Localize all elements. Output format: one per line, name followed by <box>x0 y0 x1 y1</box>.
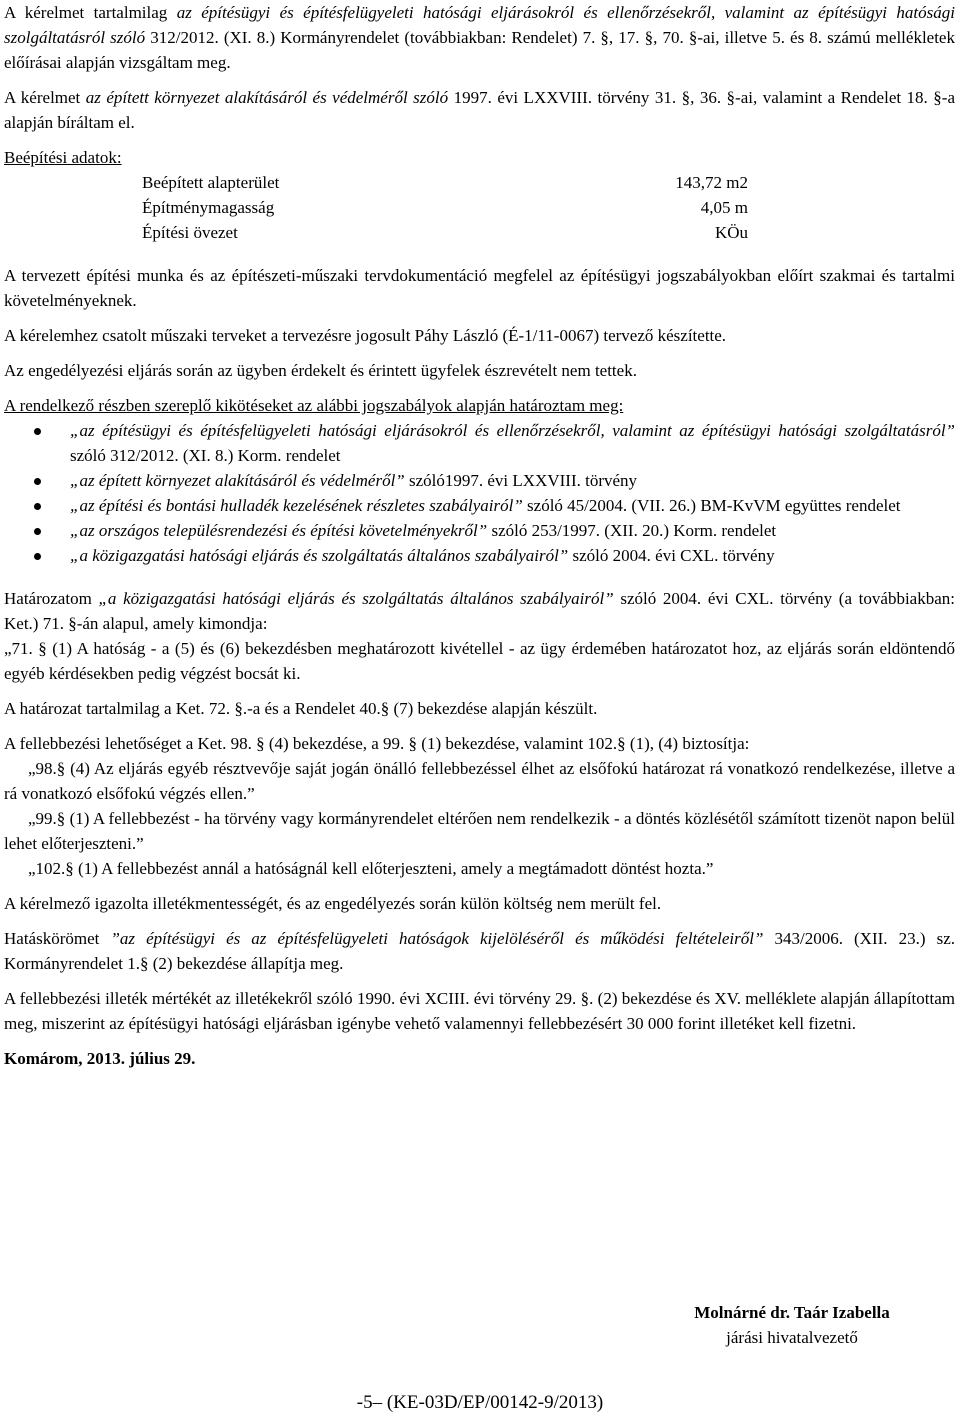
document-page <box>4 0 955 1071</box>
fee-paragraph: A fellebbezési illeték mértékét az illetékekről szóló 1990. évi XCIII. évi törvény 29. §. (2) bekezdése és XV. melléklete alapján állapítottam meg, miszerint az építésügyi hatósági eljárásban igénybe vehető valamennyi fellebbezésért 30 000 forint illetéket kell fizetni. <box>4 989 955 1033</box>
intro-paragraph-1 <box>4 0 955 75</box>
row-value: KÖu <box>714 223 748 242</box>
law-title: „az építési és bontási hulladék kezelésének részletes szabályairól” <box>70 496 523 515</box>
laws-list <box>4 418 955 568</box>
exemption-paragraph: A kérelmező igazolta illetékmentességét, és az engedélyezés során külön költség nem merült fel. <box>4 894 662 913</box>
text: 343/2006. (XII. 23.) sz. Kormányrendelet 1.§ (2) bekezdése állapítja meg. <box>4 929 955 973</box>
text: 1997. évi LXXVIII. törvény 31. §, 36. §-ai, valamint a Rendelet 18. §-a alapján bíráltam el. <box>4 88 955 132</box>
page-footer: -5– (KE-03D/EP/00142-9/2013) <box>356 1392 604 1413</box>
signatory-name: Molnárné dr. Taár Izabella <box>694 1303 890 1322</box>
parties-paragraph: Az engedélyezési eljárás során az ügyben érdekelt és érintett ügyfelek észrevételt nem tettek. <box>4 361 637 380</box>
ket-paragraph <box>4 586 955 636</box>
intro-paragraph-2 <box>4 85 955 135</box>
law-title: ”az építésügyi és az építésfelügyeleti hatóságok kijelöléséről és működési feltételeiről” <box>110 929 764 948</box>
content-basis-paragraph: A határozat tartalmilag a Ket. 72. §.-a és a Rendelet 40.§ (7) bekezdése alapján készült. <box>4 699 598 718</box>
list-item <box>4 543 955 568</box>
appeal-intro: A fellebbezési lehetőséget a Ket. 98. § (4) bekezdése, a 99. § (1) bekezdése, valamint 102.§ (1), (4) biztosítja: <box>4 734 750 753</box>
text: szóló1997. évi LXXVIII. törvény <box>404 471 638 490</box>
building-data-heading: Beépítési adatok: <box>4 148 122 167</box>
building-data-table <box>4 170 955 245</box>
ket-quote: „71. § (1) A hatóság - a (5) és (6) bekezdésben meghatározott kivétellel - az ügy érdemében határozatot hoz, az eljárás során eldöntendő egyéb kérdésekben pedig végzést bocsát ki. <box>4 639 955 683</box>
text: szóló 45/2004. (VII. 26.) BM-KvVM együttes rendelet <box>522 496 901 515</box>
row-label: Beépített alapterület <box>142 173 280 192</box>
text: Határozatom <box>4 589 99 608</box>
law-title: „az országos településrendezési és építési követelményekről” <box>70 521 488 540</box>
row-label: Építési övezet <box>142 223 238 242</box>
list-item <box>4 518 955 543</box>
text: 312/2012. (XI. 8.) Kormányrendelet (továbbiakban: Rendelet) 7. §, 17. §, 70. §-ai, illetve 5. és 8. számú mellékletek előírásai alapján vizsgáltam meg. <box>4 28 955 72</box>
list-item <box>4 493 955 518</box>
law-title: az épített környezet alakításáról és védelméről szóló <box>85 88 449 107</box>
list-item <box>4 418 955 468</box>
row-value: 4,05 m <box>700 198 748 217</box>
signature-block <box>662 1300 922 1350</box>
building-row <box>4 195 955 220</box>
law-title: „az épített környezet alakításáról és védelméről” <box>70 471 405 490</box>
text: Hatáskörömet <box>4 929 111 948</box>
appeal-quote-98: „98.§ (4) Az eljárás egyéb résztvevője saját jogán önálló fellebbezéssel élhet az elsőfokú határozat rá vonatkozó rendelkezése, illetve a rá vonatkozó elsőfokú végzés ellen.” <box>4 759 955 803</box>
competence-paragraph <box>4 926 955 976</box>
text: A kérelmet tartalmilag <box>4 3 177 22</box>
text: szóló 2004. évi CXL. törvény <box>568 546 775 565</box>
law-title: az építésügyi és építésfelügyeleti hatósági eljárásokról és ellenőrzésekről, valamint az építésügyi hatósági szolgáltatásról szóló <box>4 3 955 47</box>
text: szóló 312/2012. (XI. 8.) Korm. rendelet <box>70 446 341 465</box>
row-label: Építménymagasság <box>142 198 275 217</box>
laws-heading: A rendelkező részben szereplő kikötéseket az alábbi jogszabályok alapján határoztam meg: <box>4 396 624 415</box>
text: szóló 2004. évi CXL. törvény (a továbbiakban: Ket.) 71. §-án alapul, amely kimondja: <box>4 589 955 633</box>
date-place: Komárom, 2013. július 29. <box>4 1049 196 1068</box>
law-title: „az építésügyi és építésfelügyeleti hatósági eljárásokról és ellenőrzésekről, valamint az építésügyi hatósági szolgáltatásról” <box>70 421 955 440</box>
appeal-quote-102: „102.§ (1) A fellebbezést annál a hatóságnál kell előterjeszteni, amely a megtámadott döntést hozta.” <box>28 859 714 878</box>
law-title: „a közigazgatási hatósági eljárás és szolgáltatás általános szabályairól” <box>98 589 614 608</box>
appeal-quote-99: „99.§ (1) A fellebbezést - ha törvény vagy kormányrendelet eltérően nem rendelkezik - a döntés közlésétől számított tizenöt napon belül lehet előterjeszteni.” <box>4 809 955 853</box>
designer-paragraph: A kérelemhez csatolt műszaki terveket a tervezésre jogosult Páhy László (É-1/11-0067) tervező készítette. <box>4 326 727 345</box>
signatory-title: járási hivatalvezető <box>726 1328 858 1347</box>
law-title: „a közigazgatási hatósági eljárás és szolgáltatás általános szabályairól” <box>70 546 569 565</box>
text: szóló 253/1997. (XII. 20.) Korm. rendelet <box>487 521 777 540</box>
building-row <box>4 220 955 245</box>
row-value: 143,72 m2 <box>675 173 748 192</box>
text: A kérelmet <box>4 88 86 107</box>
list-item <box>4 468 955 493</box>
design-compliance-paragraph: A tervezett építési munka és az építészeti-műszaki tervdokumentáció megfelel az építésügyi jogszabályokban előírt szakmai és tartalmi követelményeknek. <box>4 266 955 310</box>
building-row <box>4 170 955 195</box>
